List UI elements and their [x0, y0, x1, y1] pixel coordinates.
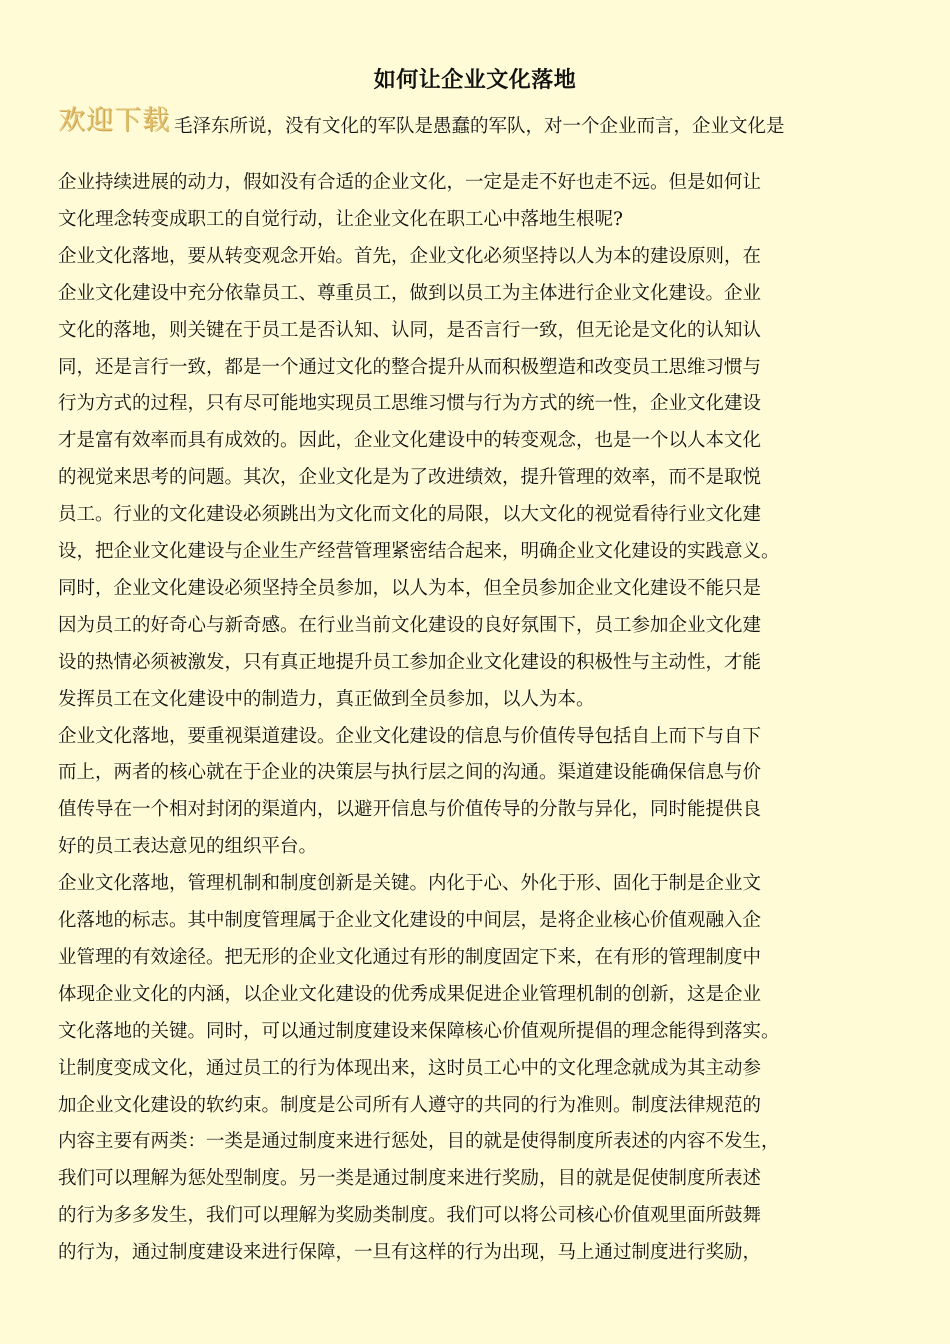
- body-line: 同时，企业文化建设必须坚持全员参加，以人为本，但全员参加企业文化建设不能只是: [58, 577, 762, 599]
- body-line: 的行为多多发生，我们可以理解为奖励类制度。我们可以将公司核心价值观里面所鼓舞: [58, 1205, 762, 1227]
- body-line: 企业文化落地，管理机制和制度创新是关键。内化于心、外化于形、固化于制是企业文: [58, 873, 762, 895]
- body-line: 值传导在一个相对封闭的渠道内，以避开信息与价值传导的分散与异化，同时能提供良: [58, 799, 762, 821]
- body-line: 企业文化落地，要重视渠道建设。企业文化建设的信息与价值传导包括自上而下与自下: [58, 725, 762, 747]
- body-line: 文化理念转变成职工的自觉行动，让企业文化在职工心中落地生根呢?: [58, 208, 623, 230]
- body-line: 设，把企业文化建设与企业生产经营管理紧密结合起来，明确企业文化建设的实践意义。: [58, 541, 780, 562]
- body-line: 员工。行业的文化建设必须跳出为文化而文化的局限，以大文化的视觉看待行业文化建: [58, 504, 762, 526]
- body-line: 文化落地的关键。同时，可以通过制度建设来保障核心价值观所提倡的理念能得到落实。: [58, 1020, 780, 1042]
- body-line: 因为员工的好奇心与新奇感。在行业当前文化建设的良好氛围下，员工参加企业文化建: [58, 614, 762, 636]
- body-line: 体现企业文化的内涵，以企业文化建设的优秀成果促进企业管理机制的创新，这是企业: [58, 983, 762, 1005]
- body-line: 化落地的标志。其中制度管理属于企业文化建设的中间层，是将企业核心价值观融入企: [58, 910, 762, 931]
- body-line-first: 毛泽东所说，没有文化的军队是愚蠢的军队，对一个企业而言，企业文化是: [174, 116, 785, 137]
- body-line: 同，还是言行一致，都是一个通过文化的整合提升从而积极塑造和改变员工思维习惯与: [58, 356, 762, 378]
- body-line: 而上，两者的核心就在于企业的决策层与执行层之间的沟通。渠道建设能确保信息与价: [58, 762, 762, 784]
- body-line: 的视觉来思考的问题。其次，企业文化是为了改进绩效，提升管理的效率，而不是取悦: [58, 467, 762, 489]
- body-line: 内容主要有两类：一类是通过制度来进行惩处，目的就是使得制度所表述的内容不发生，: [58, 1131, 780, 1153]
- body-line: 文化的落地，则关键在于员工是否认知、认同，是否言行一致，但无论是文化的认知认: [58, 319, 762, 341]
- body-line: 企业文化建设中充分依靠员工、尊重员工，做到以员工为主体进行企业文化建设。企业: [58, 282, 762, 304]
- body-line: 业管理的有效途径。把无形的企业文化通过有形的制度固定下来，在有形的管理制度中: [58, 946, 762, 968]
- body-line: 的行为，通过制度建设来进行保障，一旦有这样的行为出现，马上通过制度进行奖励，: [58, 1242, 762, 1264]
- body-line: 我们可以理解为惩处型制度。另一类是通过制度来进行奖励，目的就是促使制度所表述: [58, 1168, 762, 1190]
- document-title: 如何让企业文化落地: [373, 67, 577, 93]
- body-line: 行为方式的过程，只有尽可能地实现员工思维习惯与行为方式的统一性，企业文化建设: [58, 393, 762, 415]
- body-line: 好的员工表达意见的组织平台。: [58, 836, 318, 858]
- body-line: 企业持续进展的动力，假如没有合适的企业文化，一定是走不好也走不远。但是如何让: [58, 172, 762, 193]
- body-line: 企业文化落地，要从转变观念开始。首先，企业文化必须坚持以人为本的建设原则，在: [58, 245, 762, 267]
- body-line: 发挥员工在文化建设中的制造力，真正做到全员参加，以人为本。: [58, 688, 595, 710]
- body-line: 才是富有效率而具有成效的。因此，企业文化建设中的转变观念，也是一个以人本文化: [58, 430, 762, 452]
- body-line: 让制度变成文化，通过员工的行为体现出来，这时员工心中的文化理念就成为其主动参: [58, 1057, 762, 1079]
- watermark-logo: 欢迎下载: [58, 105, 170, 136]
- body-line: 加企业文化建设的软约束。制度是公司所有人遵守的共同的行为准则。制度法律规范的: [58, 1094, 762, 1116]
- body-line: 设的热情必须被激发，只有真正地提升员工参加企业文化建设的积极性与主动性，才能: [58, 651, 762, 673]
